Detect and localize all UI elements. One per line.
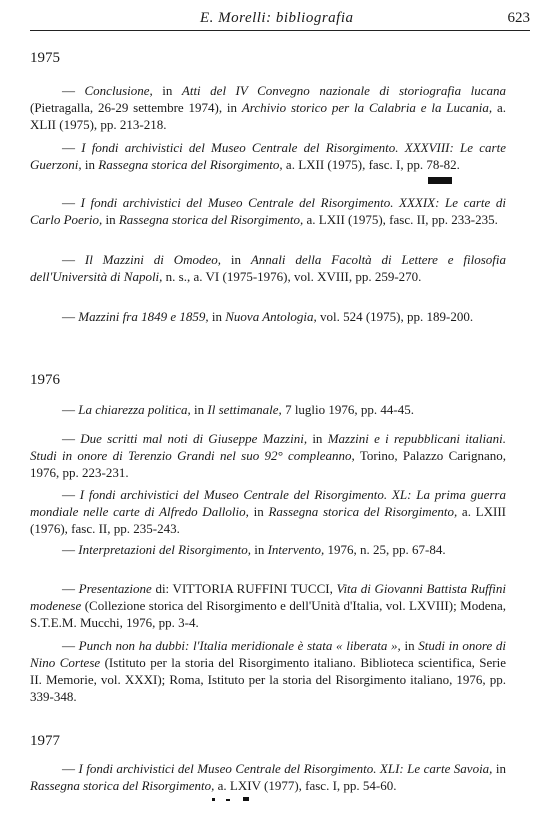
entry-text: in bbox=[208, 309, 226, 324]
entry-italic-text: Mazzini e i repubblicani italiani. Studi in onore di Terenzio Grandi nel suo 92° compleanno, bbox=[30, 431, 506, 463]
entry-text: (Collezione storica del Risorgimento e dell'Unità d'Italia, vol. LXVIII); Modena, S.T.E.M. Mucchi, 1976, pp. 3-4. bbox=[30, 598, 506, 630]
entry-text: — bbox=[62, 542, 79, 557]
entry-text: — bbox=[62, 140, 82, 155]
entry-text: di: VITTORIA RUFFINI TUCCI, bbox=[151, 581, 337, 596]
bibliography-entry bbox=[30, 580, 506, 631]
entry-italic-text: Vita di Giovanni Battista Ruffini modenese bbox=[30, 581, 507, 613]
entry-italic-text: Annali della Facoltà di Lettere e filosofia dell'Università di Napoli, bbox=[30, 252, 506, 284]
bibliography-entry bbox=[30, 760, 506, 794]
ink-speck-mark bbox=[212, 798, 215, 801]
entry-italic-text: Mazzini fra 1849 e 1859, bbox=[78, 309, 209, 324]
page-header bbox=[30, 6, 530, 31]
entry-text: — bbox=[62, 195, 81, 210]
entry-text: — bbox=[62, 638, 79, 653]
entry-text: in bbox=[152, 83, 182, 98]
entry-text: 1976, n. 25, pp. 67-84. bbox=[324, 542, 446, 557]
running-title: E. Morelli: bibliografia bbox=[200, 10, 354, 26]
bibliography-entry bbox=[30, 139, 506, 173]
entry-text: — bbox=[62, 487, 80, 502]
entry-text: in bbox=[248, 504, 269, 519]
entry-text: — bbox=[62, 761, 79, 776]
entry-text: in bbox=[400, 638, 419, 653]
entry-italic-text: Conclusione, bbox=[84, 83, 153, 98]
entry-text: — bbox=[62, 431, 81, 446]
entry-text: n. s., a. VI (1975-1976), vol. XVIII, pp. 259-270. bbox=[162, 269, 422, 284]
ink-blot-mark bbox=[428, 177, 452, 184]
entry-text: a. LXIII (1976), fasc. II, pp. 235-243. bbox=[30, 504, 506, 536]
entry-italic-text: Archivio storico per la Calabria e la Lucania, bbox=[241, 100, 493, 115]
bibliography-entry bbox=[30, 251, 506, 285]
bibliography-entry bbox=[30, 637, 506, 705]
bibliography-entry bbox=[30, 541, 506, 558]
entry-italic-text: Il Mazzini di Omodeo, bbox=[84, 252, 221, 267]
entry-italic-text: Interpretazioni del Risorgimento, bbox=[78, 542, 251, 557]
entry-italic-text: I fondi archivistici del Museo Centrale del Risorgimento. XL: La prima guerra mondiale nelle carte di Alfredo Dallolio, bbox=[30, 487, 506, 519]
entry-italic-text: Il settimanale, bbox=[207, 402, 282, 417]
entry-italic-text: I fondi archivistici del Museo Centrale del Risorgimento. XXXVIII: Le carte Guerzoni, bbox=[30, 140, 506, 172]
entry-italic-text: Studi in onore di Nino Cortese bbox=[30, 638, 507, 670]
bibliography-entry bbox=[30, 194, 506, 228]
entry-text: 7 luglio 1976, pp. 44-45. bbox=[281, 402, 414, 417]
page-number: 623 bbox=[507, 10, 530, 26]
entry-text: Torino, Palazzo Carignano, 1976, pp. 223-231. bbox=[30, 448, 506, 480]
entry-text: in bbox=[102, 212, 119, 227]
bibliography-entry bbox=[30, 401, 506, 418]
entry-text: in bbox=[492, 761, 507, 776]
entry-italic-text: I fondi archivistici del Museo Centrale del Risorgimento. XLI: Le carte Savoia, bbox=[78, 761, 493, 776]
entry-italic-text: Intervento, bbox=[267, 542, 325, 557]
entry-text: — bbox=[62, 252, 85, 267]
entry-italic-text: La chiarezza politica, bbox=[78, 402, 191, 417]
entry-text: a. LXII (1975), fasc. I, pp. 78-82. bbox=[282, 157, 460, 172]
entry-text: — bbox=[62, 581, 79, 596]
entry-italic-text: I fondi archivistici del Museo Centrale del Risorgimento. XXXIX: Le carte di Carlo Poerio, bbox=[30, 195, 507, 227]
entry-text: — bbox=[62, 83, 85, 98]
bibliography-entry bbox=[30, 82, 506, 133]
entry-text: a. LXII (1975), fasc. II, pp. 233-235. bbox=[303, 212, 498, 227]
entry-italic-text: Atti del IV Convegno nazionale di storiografia lucana bbox=[181, 83, 506, 98]
entry-italic-text: Presentazione bbox=[78, 581, 152, 596]
bibliography-entry bbox=[30, 486, 506, 537]
entry-text: in bbox=[190, 402, 208, 417]
entry-italic-text: Rassegna storica del Risorgimento, bbox=[268, 504, 458, 519]
entry-italic-text: Rassegna storica del Risorgimento, bbox=[98, 157, 283, 172]
entry-italic-text: Punch non ha dubbi: l'Italia meridionale è stata « liberata », bbox=[78, 638, 401, 653]
ink-speck-mark bbox=[226, 799, 230, 801]
entry-text: (Istituto per la storia del Risorgimento italiano. Biblioteca scientifica, Serie II. Memorie, vol. XXXI); Roma, Istituto per la storia del Risorgimento italiano, 1976, pp. 339-348. bbox=[30, 655, 506, 704]
entry-text: in bbox=[307, 431, 328, 446]
year-heading-1976: 1976 bbox=[30, 372, 60, 388]
entry-text: a. LXIV (1977), fasc. I, pp. 54-60. bbox=[214, 778, 397, 793]
entry-italic-text: Nuova Antologia, bbox=[225, 309, 317, 324]
entry-text: (Pietragalla, 26-29 settembre 1974), in bbox=[30, 100, 242, 115]
ink-speck-mark bbox=[243, 797, 249, 801]
entry-italic-text: Due scritti mal noti di Giuseppe Mazzini, bbox=[80, 431, 308, 446]
year-heading-1977: 1977 bbox=[30, 733, 60, 749]
entry-italic-text: Rassegna storica del Risorgimento, bbox=[30, 778, 215, 793]
bibliography-entry bbox=[30, 430, 506, 481]
entry-text: in bbox=[221, 252, 251, 267]
entry-text: a. XLII (1975), pp. 213-218. bbox=[30, 100, 506, 132]
year-heading-1975: 1975 bbox=[30, 50, 60, 66]
entry-text: — bbox=[62, 402, 79, 417]
entry-italic-text: Rassegna storica del Risorgimento, bbox=[118, 212, 304, 227]
bibliography-entry bbox=[30, 308, 506, 325]
entry-text: in bbox=[250, 542, 268, 557]
entry-text: in bbox=[81, 157, 99, 172]
entry-text: vol. 524 (1975), pp. 189-200. bbox=[316, 309, 474, 324]
entry-text: — bbox=[62, 309, 79, 324]
